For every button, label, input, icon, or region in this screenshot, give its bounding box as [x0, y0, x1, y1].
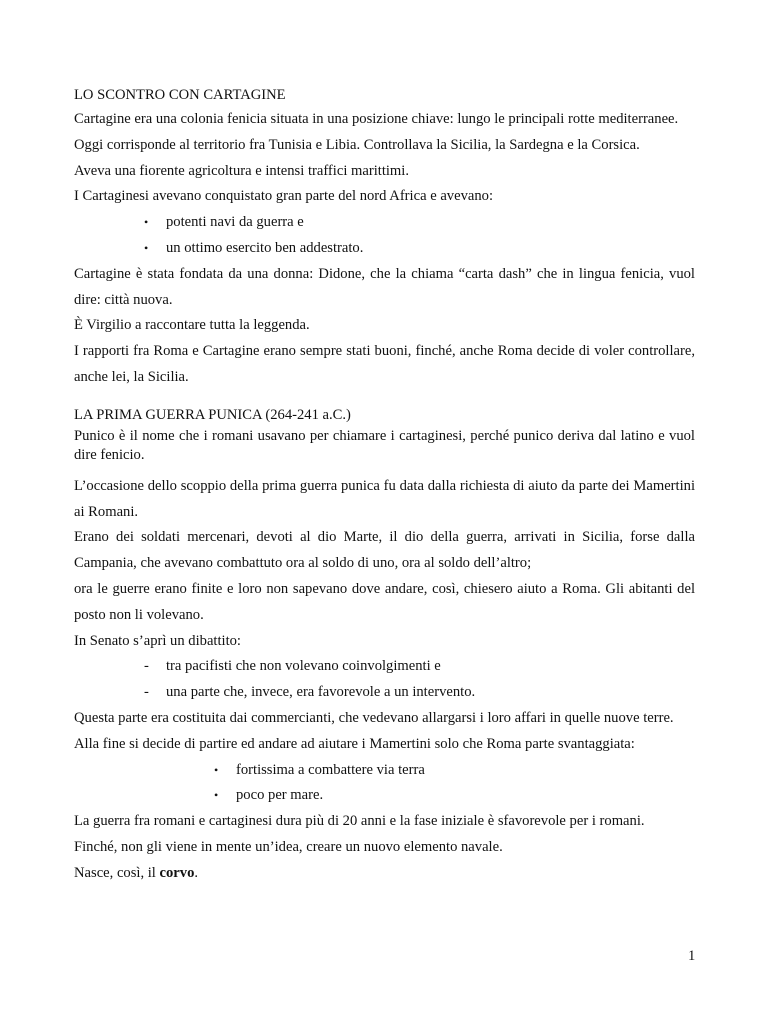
paragraph: Questa parte era costituita dai commercianti, che vedevano allargarsi i loro affari in quelle nuove terre.	[74, 709, 674, 726]
bullet-list-strengths	[74, 210, 695, 262]
paragraph: I rapporti fra Roma e Cartagine erano sempre stati buoni, finché, anche Roma decide di voler controllare, anche lei, la Sicilia.	[74, 343, 695, 385]
paragraph: È Virgilio a raccontare tutta la leggenda.	[74, 317, 310, 334]
bullet-icon: •	[144, 215, 149, 230]
section-title-prima-guerra-punica: LA PRIMA GUERRA PUNICA (264-241 a.C.)	[74, 406, 351, 423]
bullet-icon: •	[144, 240, 149, 255]
paragraph: Oggi corrisponde al territorio fra Tunisia e Libia. Controllava la Sicilia, la Sardegna e la Corsica.	[74, 136, 640, 153]
bold-term-corvo: corvo	[159, 864, 195, 881]
list-item-text: un ottimo esercito ben addestrato.	[166, 239, 364, 256]
list-item-text: una parte che, invece, era favorevole a un intervento.	[166, 684, 476, 701]
bullet-icon: •	[214, 788, 219, 803]
paragraph: In Senato s’aprì un dibattito:	[74, 632, 241, 649]
dash-icon: -	[144, 684, 149, 701]
list-item-text: potenti navi da guerra e	[166, 214, 304, 231]
list-item-text: poco per mare.	[236, 787, 324, 804]
list-item	[74, 758, 695, 784]
section-title-cartagine: LO SCONTRO CON CARTAGINE	[74, 87, 286, 103]
list-item	[74, 236, 695, 262]
paragraph: Cartagine era una colonia fenicia situata in una posizione chiave: lungo le principali rotte mediterranee.	[74, 111, 679, 127]
paragraph-corvo	[74, 861, 695, 887]
text-run: Nasce, così, il	[74, 864, 160, 881]
paragraph: Punico è il nome che i romani usavano per chiamare i cartaginesi, perché punico deriva dal latino e vuol dire fenicio.	[74, 427, 695, 464]
document-body	[74, 84, 695, 887]
paragraph: Aveva una fiorente agricoltura e intensi traffici marittimi.	[74, 162, 409, 179]
paragraph: Erano dei soldati mercenari, devoti al dio Marte, il dio della guerra, arrivati in Sicilia, forse dalla Campania, che avevano combattuto ora al soldo di uno, ora al soldo dell’altro;	[74, 529, 695, 572]
list-item-text: fortissima a combattere via terra	[236, 761, 425, 778]
list-item	[74, 680, 695, 706]
text-run: .	[194, 864, 199, 881]
dash-icon: -	[144, 658, 149, 675]
bullet-icon: •	[214, 762, 219, 777]
paragraph: L’occasione dello scoppio della prima guerra punica fu data dalla richiesta di aiuto da parte dei Mamertini ai Romani.	[74, 477, 695, 520]
paragraph: Finché, non gli viene in mente un’idea, creare un nuovo elemento navale.	[74, 838, 503, 855]
list-item	[74, 654, 695, 680]
paragraph: Alla fine si decide di partire ed andare ad aiutare i Mamertini solo che Roma parte svantaggiata:	[74, 735, 635, 752]
paragraph: I Cartaginesi avevano conquistato gran parte del nord Africa e avevano:	[74, 188, 493, 205]
list-item	[74, 210, 695, 236]
paragraph: ora le guerre erano finite e loro non sapevano dove andare, così, chiesero aiuto a Roma. Gli abitanti del posto non li volevano.	[74, 580, 695, 623]
dash-list-debate	[74, 654, 695, 706]
list-item-text: tra pacifisti che non volevano coinvolgimenti e	[166, 658, 441, 675]
paragraph: La guerra fra romani e cartaginesi dura più di 20 anni e la fase iniziale è sfavorevole per i romani.	[74, 813, 645, 830]
list-item	[74, 783, 695, 809]
page-number: 1	[688, 948, 696, 964]
paragraph: Cartagine è stata fondata da una donna: Didone, che la chiama “carta dash” che in lingua fenicia, vuol dire: città nuova.	[74, 265, 695, 308]
bullet-list-rome	[74, 758, 695, 810]
